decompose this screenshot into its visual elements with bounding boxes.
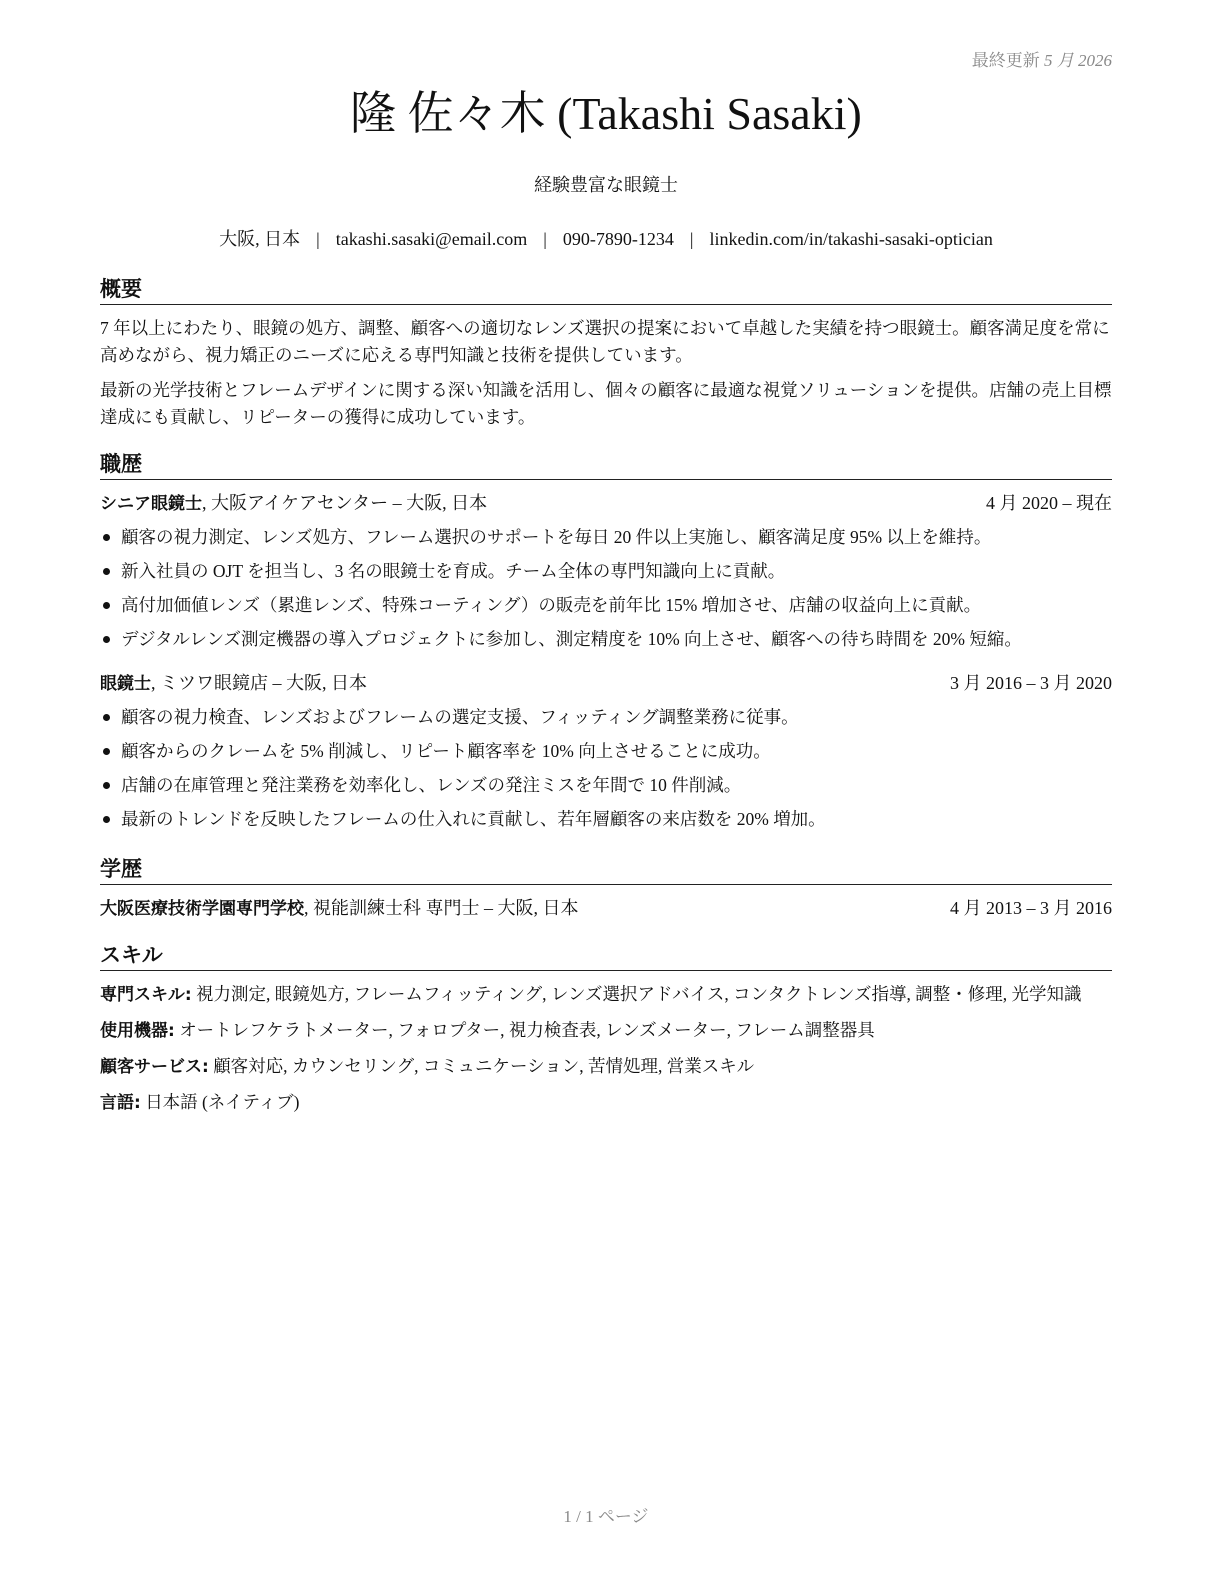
job-header <box>100 670 1112 697</box>
contact-linkedin[interactable]: linkedin.com/in/takashi-sasaki-optician <box>709 229 993 249</box>
education-dates: 4 月 2013 – 3 月 2016 <box>950 898 1112 919</box>
contact-separator: | <box>316 229 320 249</box>
skill-value: オートレフケラトメーター, フォロプター, 視力検査表, レンズメーター, フレーム調整器具 <box>174 1020 875 1041</box>
summary-section <box>100 276 1112 439</box>
job-bullet: 新入社員の OJT を担当し、3 名の眼鏡士を育成。チーム全体の専門知識向上に貢献。 <box>100 554 1112 588</box>
job-title: シニア眼鏡士 <box>100 494 202 515</box>
skill-label: 使用機器: <box>100 1021 175 1042</box>
summary-paragraph: 7 年以上にわたり、眼鏡の処方、調整、顧客への適切なレンズ選択の提案において卓越した実績を持つ眼鏡士。顧客満足度を常に高めながら、視力矯正のニーズに応える専門知識と技術を提供しています。 <box>100 318 1110 366</box>
job-entry <box>100 670 1112 836</box>
job-bullet: 店舗の在庫管理と発注業務を効率化し、レンズの発注ミスを年間で 10 件削減。 <box>100 768 1112 802</box>
contact-phone[interactable]: 090-7890-1234 <box>562 229 674 249</box>
education-section <box>100 856 1112 922</box>
contact-line <box>100 225 1112 251</box>
job-entry <box>100 490 1112 656</box>
headline: 経験豊富な眼鏡士 <box>534 175 678 195</box>
job-company: , ミツワ眼鏡店 – 大阪, 日本 <box>151 673 367 694</box>
job-bullets <box>100 520 1112 656</box>
job-company: , 大阪アイケアセンター – 大阪, 日本 <box>202 493 488 514</box>
skill-value: 視力測定, 眼鏡処方, フレームフィッティング, レンズ選択アドバイス, コンタクトレンズ指導, 調整・修理, 光学知識 <box>191 984 1082 1005</box>
contact-separator: | <box>543 229 547 249</box>
contact-email[interactable]: takashi.sasaki@email.com <box>335 229 528 249</box>
skill-value: 日本語 (ネイティブ) <box>140 1092 300 1113</box>
skill-value: 顧客対応, カウンセリング, コミュニケーション, 苦情処理, 営業スキル <box>208 1056 755 1077</box>
skill-label: 専門スキル: <box>100 985 192 1006</box>
job-bullets <box>100 700 1112 836</box>
job-bullet: 顧客からのクレームを 5% 削減し、リピート顧客率を 10% 向上させることに成功。 <box>100 734 1112 768</box>
section-title-skills: スキル <box>100 942 1112 971</box>
skill-row <box>100 1053 1112 1081</box>
skill-label: 言語: <box>100 1093 141 1114</box>
skill-row <box>100 981 1112 1009</box>
resume-page <box>100 0 1112 1584</box>
school-name: 大阪医療技術学園専門学校 <box>100 899 304 920</box>
job-bullet: 最新のトレンドを反映したフレームの仕入れに貢献し、若年層顧客の来店数を 20% 増加。 <box>100 802 1112 836</box>
job-bullet: 高付加価値レンズ（累進レンズ、特殊コーティング）の販売を前年比 15% 増加させ、店舗の収益向上に貢献。 <box>100 588 1112 622</box>
contact-location: 大阪, 日本 <box>219 229 301 249</box>
page-indicator: 1 / 1 ページ <box>563 1507 649 1526</box>
last-updated <box>972 46 1112 71</box>
section-title-education: 学歴 <box>100 856 1112 885</box>
skill-row <box>100 1089 1112 1117</box>
job-dates: 4 月 2020 – 現在 <box>986 493 1112 514</box>
education-detail: , 視能訓練士科 専門士 – 大阪, 日本 <box>304 898 579 919</box>
job-bullet: デジタルレンズ測定機器の導入プロジェクトに参加し、測定精度を 10% 向上させ、顧客への待ち時間を 20% 短縮。 <box>100 622 1112 656</box>
skill-row <box>100 1017 1112 1045</box>
job-header <box>100 490 1112 517</box>
skills-section <box>100 942 1112 1125</box>
experience-section <box>100 451 1112 836</box>
job-title: 眼鏡士 <box>100 674 151 695</box>
candidate-name: 隆 佐々木 (Takashi Sasaki) <box>350 88 862 139</box>
job-dates: 3 月 2016 – 3 月 2020 <box>950 673 1112 694</box>
skill-label: 顧客サービス: <box>100 1057 209 1078</box>
summary-paragraph: 最新の光学技術とフレームデザインに関する深い知識を活用し、個々の顧客に最適な視覚ソリューションを提供。店舗の売上目標達成にも貢献し、リピーターの獲得に成功しています。 <box>100 380 1112 428</box>
job-bullet: 顧客の視力検査、レンズおよびフレームの選定支援、フィッティング調整業務に従事。 <box>100 700 1112 734</box>
job-bullet: 顧客の視力測定、レンズ処方、フレーム選択のサポートを毎日 20 件以上実施し、顧客満足度 95% 以上を維持。 <box>100 520 1112 554</box>
last-updated-label: 最終更新 <box>971 51 1040 70</box>
contact-separator: | <box>689 229 694 249</box>
last-updated-date: 5 月 2026 <box>1044 51 1112 70</box>
education-entry <box>100 895 1112 922</box>
section-title-summary: 概要 <box>100 276 1112 305</box>
section-title-experience: 職歴 <box>100 451 1112 480</box>
